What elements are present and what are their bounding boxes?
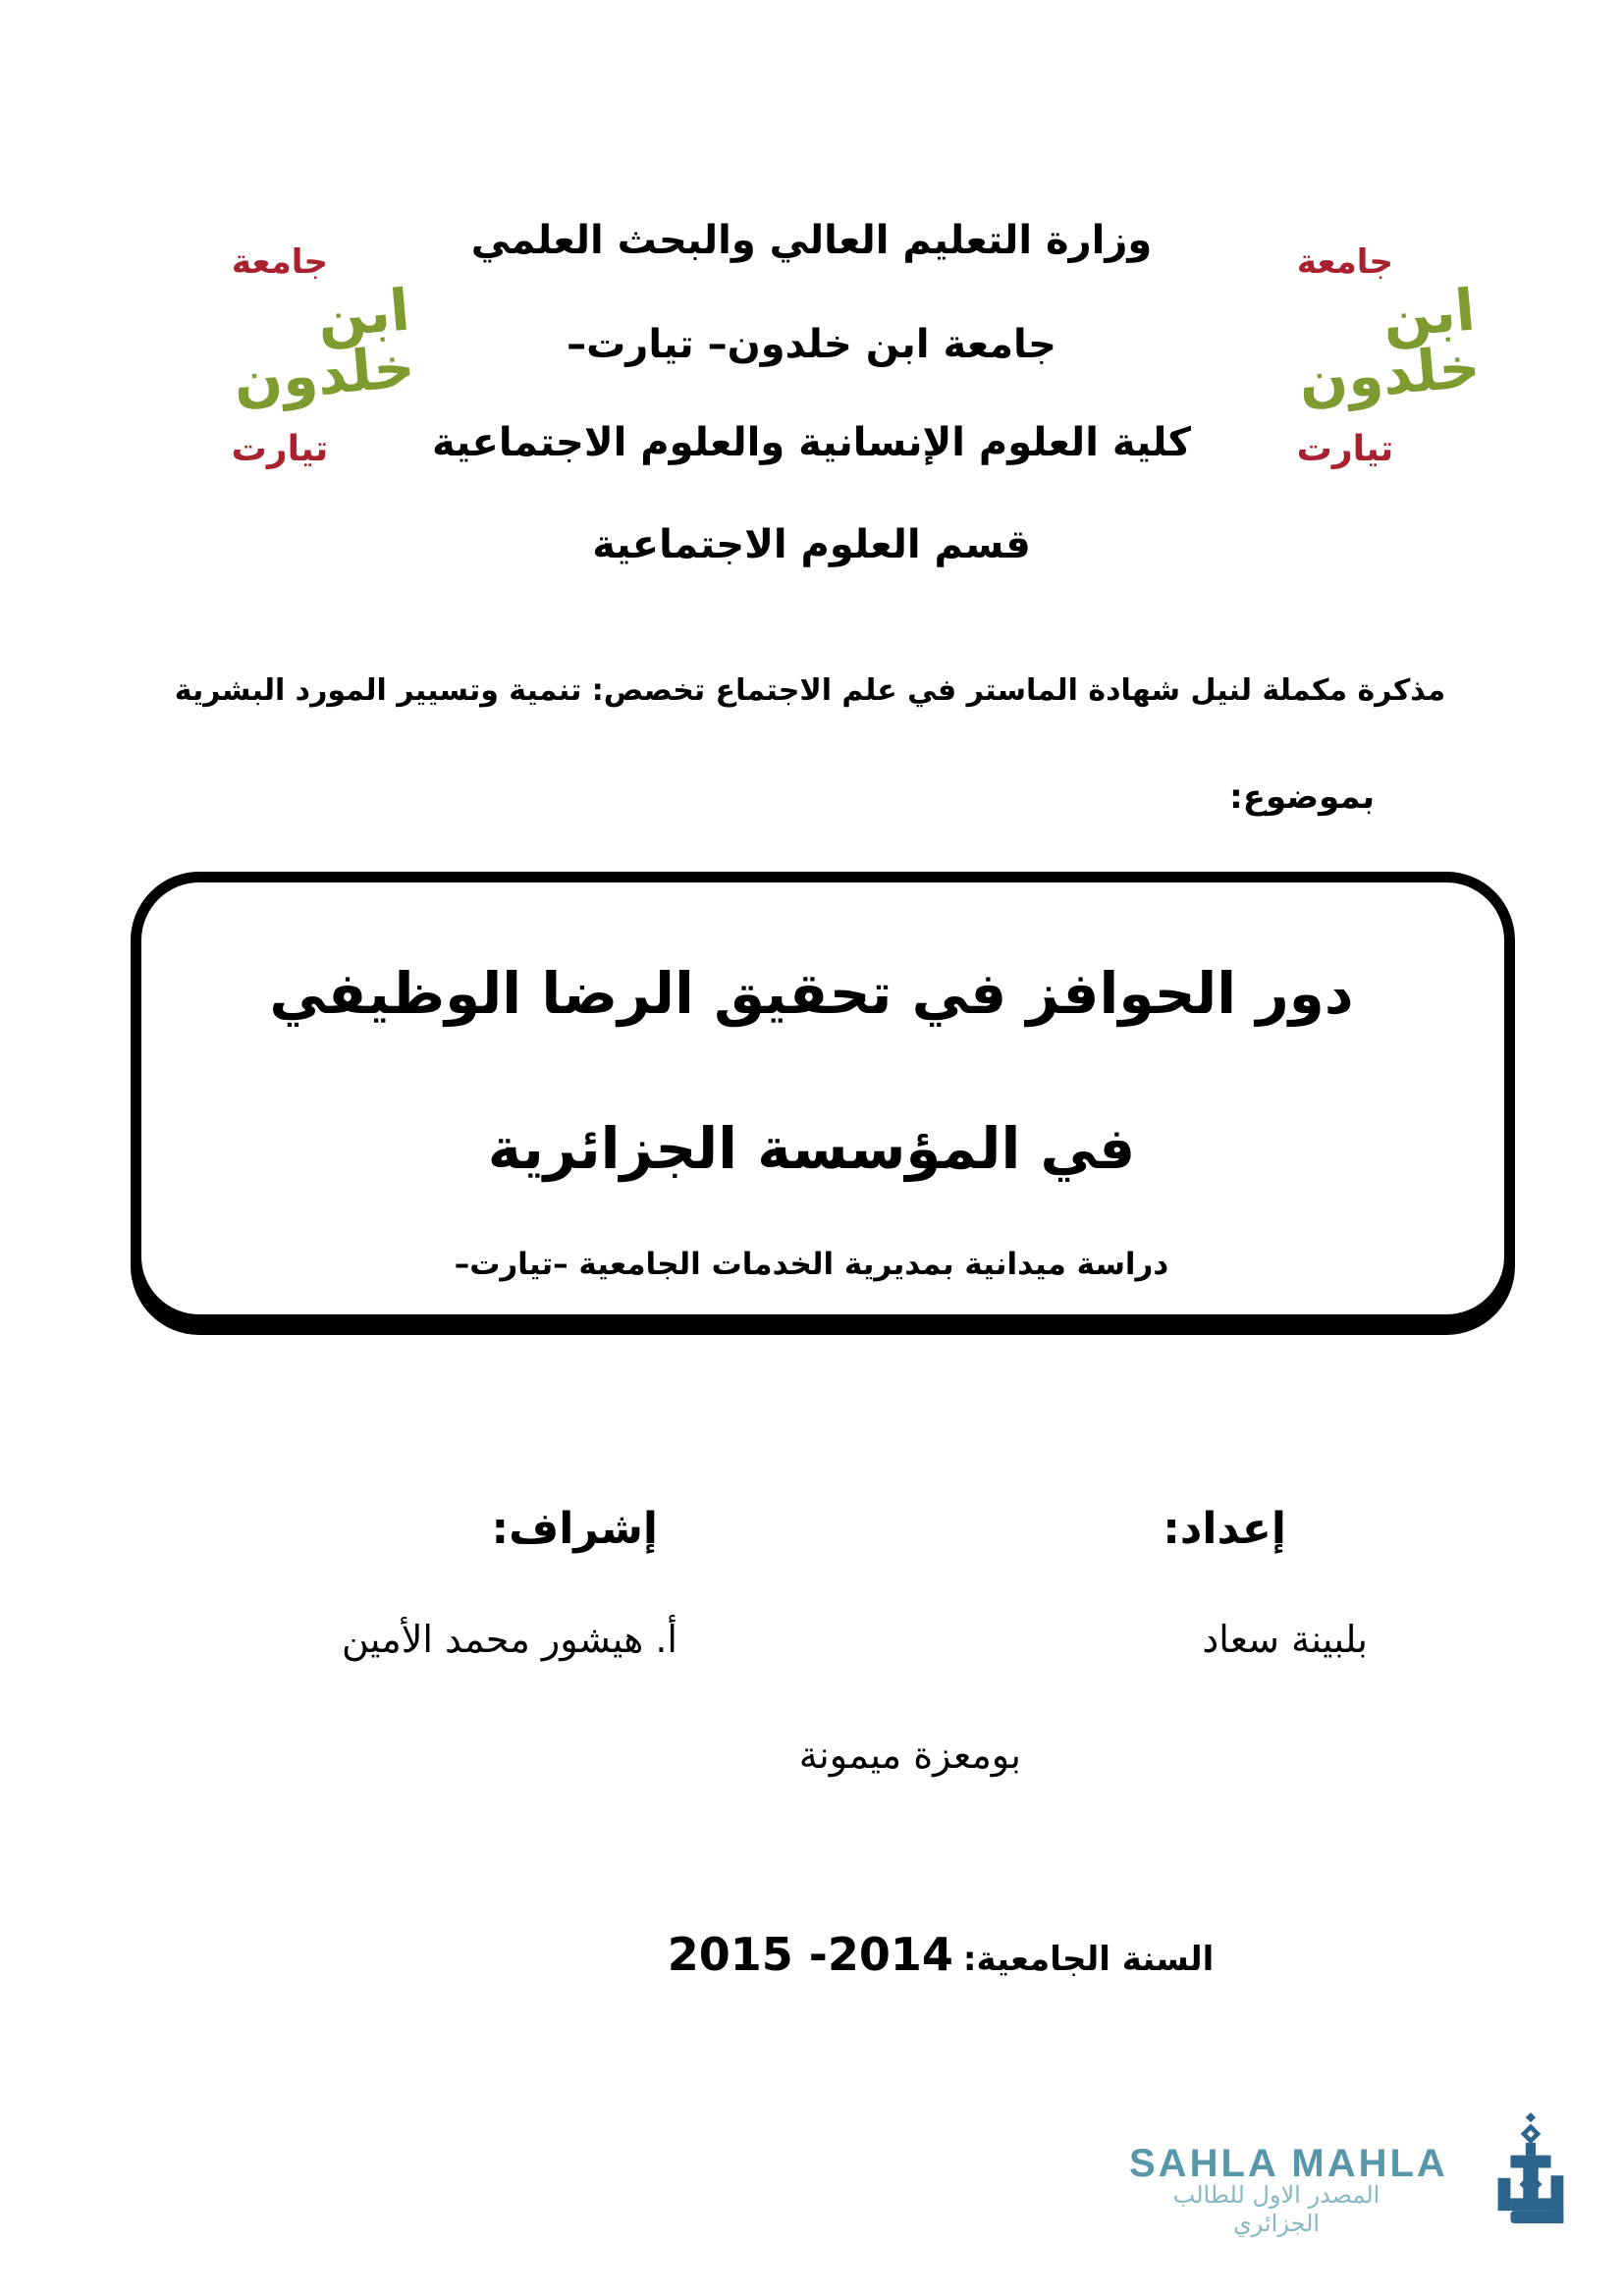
- university-line: جامعة ابن خلدون– تيارت–: [567, 322, 1056, 367]
- sahla-mahla-calligraphy-icon: [1492, 2112, 1569, 2232]
- sahla-mahla-tagline: المصدر الاول للطالب الجزائري: [1172, 2181, 1380, 2237]
- logo-tiaret-word: تيارت: [231, 429, 329, 469]
- student-name-2: بومعزة ميمونة: [798, 1734, 1021, 1777]
- logo-university-word: جامعة: [1296, 242, 1394, 282]
- logo-ibn-khaldoun-calligraphy: ابن خلدون: [231, 276, 417, 416]
- logo-ibn-khaldoun-calligraphy: ابن خلدون: [1296, 276, 1483, 416]
- logo-tiaret-word: تيارت: [1296, 429, 1394, 469]
- department-line: قسم العلوم الاجتماعية: [592, 522, 1031, 567]
- thesis-subtitle: دراسة ميدانية بمديرية الخدمات الجامعية –تيارت–: [454, 1247, 1169, 1282]
- prepared-by-label: إعداد:: [1163, 1504, 1286, 1554]
- faculty-line: كلية العلوم الإنسانية والعلوم الاجتماعية: [431, 420, 1192, 465]
- thesis-note: مذكرة مكملة لنيل شهادة الماستر في علم الاجتماع تخصص: تنمية وتسيير المورد البشرية: [174, 673, 1446, 708]
- thesis-title-line2: في المؤسسة الجزائرية: [487, 1115, 1136, 1182]
- academic-year-label: السنة الجامعية:: [962, 1940, 1215, 1979]
- logo-university-word: جامعة: [231, 242, 329, 282]
- academic-year: [646, 1928, 1235, 1981]
- thesis-title-line1: دور الحوافز في تحقيق الرضا الوظيفي: [269, 960, 1354, 1027]
- ministry-line: وزارة التعليم العالي والبحث العلمي: [470, 218, 1153, 263]
- academic-year-value: 2014- 2015: [667, 1928, 953, 1981]
- supervisor-name: أ. هيشور محمد الأمين: [341, 1618, 677, 1661]
- topic-label: بموضوع:: [1229, 777, 1375, 817]
- sahla-mahla-wordmark: SAHLA MAHLA: [1129, 2142, 1448, 2185]
- student-name-1: بلبينة سعاد: [1202, 1618, 1368, 1661]
- supervision-label: إشراف:: [491, 1504, 658, 1554]
